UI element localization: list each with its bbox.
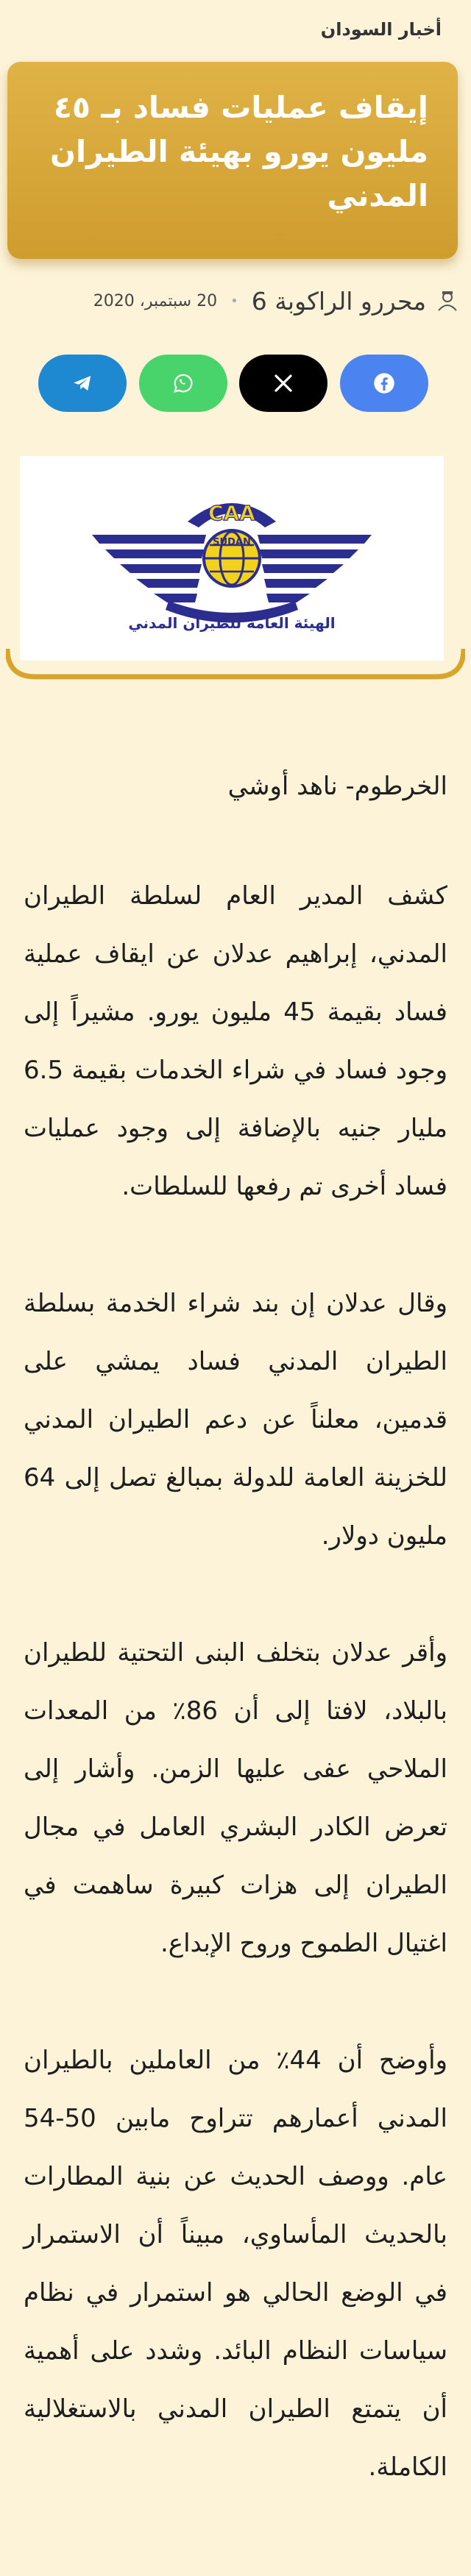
caa-sudan-logo xyxy=(77,477,386,639)
article-paragraph: وقال عدلان إن بند شراء الخدمة بسلطة الطيران المدني فساد يمشي على قدمين، معلناً عن دعم الطيران المدني للخزينة العامة للدولة بمبالغ تصل إلى 64 مليون دولار. xyxy=(24,1289,447,1551)
share-whatsapp-button[interactable] xyxy=(139,355,227,412)
share-buttons xyxy=(38,355,428,412)
article-dateline: الخرطوم- ناهد أوشي xyxy=(227,772,447,801)
logo-acronym: CAA xyxy=(208,501,255,525)
share-facebook-button[interactable] xyxy=(340,355,428,412)
category-link[interactable]: أخبار السودان xyxy=(320,19,442,40)
meta-separator: • xyxy=(230,293,238,309)
share-x-button[interactable] xyxy=(239,355,327,412)
article-meta xyxy=(59,282,460,319)
telegram-icon xyxy=(71,372,93,394)
logo-arabic-name: الهيئة العامة للطيران المدني xyxy=(128,614,336,632)
featured-image xyxy=(20,456,444,661)
whatsapp-icon xyxy=(172,372,194,394)
logo-country: SUDAN xyxy=(213,537,251,548)
facebook-icon xyxy=(373,372,395,394)
image-bottom-curve xyxy=(6,647,465,691)
post-date: 20 سبتمبر، 2020 xyxy=(93,291,218,310)
x-icon xyxy=(272,372,294,394)
author-link[interactable]: محررو الراكوبة 6 xyxy=(251,286,426,316)
article-paragraph: وأقر عدلان بتخلف البنى التحتية للطيران بالبلاد، لافتا إلى أن 86٪ من المعدات الملاحي عفى عليها الزمن. وأشار إلى تعرض الكادر البشري العامل في مجال الطيران إلى هزات كبيرة ساهمت في اغتيال الطموح وروح الإبداع. xyxy=(24,1638,447,1958)
share-telegram-button[interactable] xyxy=(38,355,127,412)
article-paragraph: كشف المدير العام لسلطة الطيران المدني، إبراهيم عدلان عن ايقاف عملية فساد بقيمة 45 مليون يورو. مشيراً إلى وجود فساد في شراء الخدمات بقيمة 6.5 مليار جنيه بالإضافة إلى وجود عمليات فساد أخرى تم رفعها للسلطات. xyxy=(24,881,447,1201)
author-avatar-icon xyxy=(435,290,460,312)
article-title: إيقاف عمليات فساد بـ ٤٥ مليون يورو بهيئة الطيران المدني xyxy=(49,90,428,213)
title-card xyxy=(7,62,458,259)
article-body xyxy=(24,758,447,2555)
article-paragraph: وأوضح أن 44٪ من العاملين بالطيران المدني أعمارهم تتراوح مابين 50-54 عام. ووصف الحديث عن بنية المطارات بالحديث المأساوي، مبيناً أن الاستمرار في الوضع الحالي هو استمرار في نظام سياسات النظام البائد. وشدد على أهمية أن يتمتع الطيران المدني بالاستغلالية الكاملة. xyxy=(24,2046,447,2482)
